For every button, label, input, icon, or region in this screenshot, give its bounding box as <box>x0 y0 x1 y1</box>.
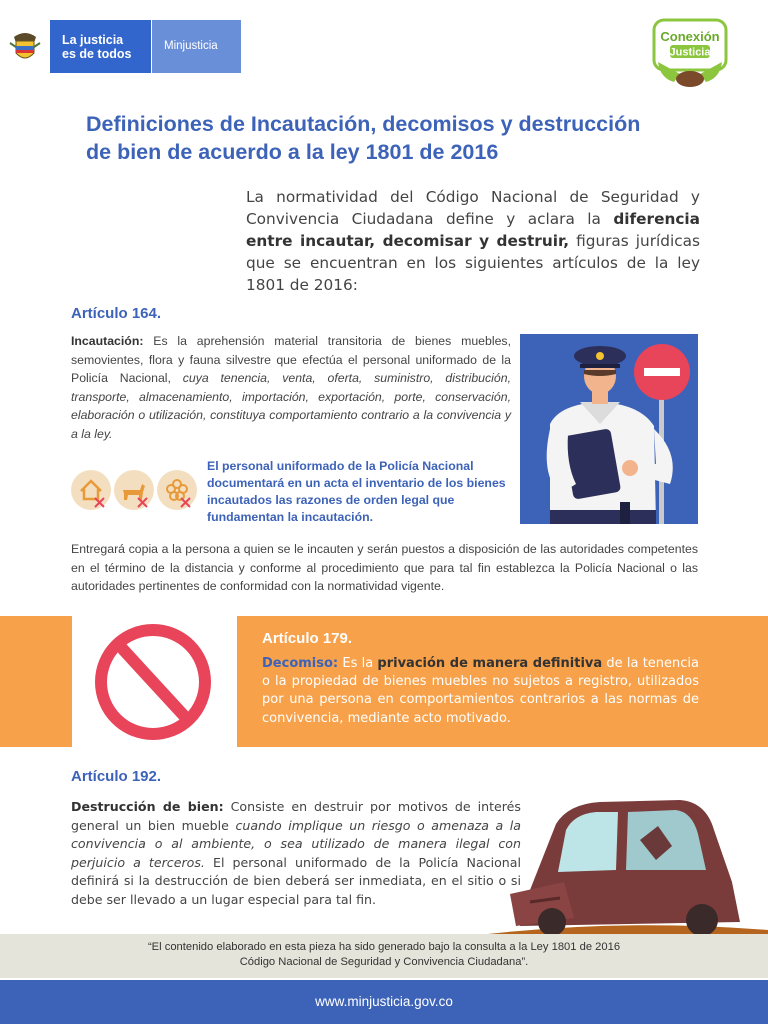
decomiso-definition <box>262 655 699 728</box>
intro-text-end: figuras jurídicas que se encuentran en los siguientes artículos de la ley 1801 de 2016: <box>246 232 700 294</box>
decomiso-bold: privación de manera definitiva <box>377 656 603 671</box>
motto-line-2: es de todos <box>62 47 132 61</box>
destruccion-italic: cuando implique un riesgo o amenaza a la convivencia o al ambiente, o sea utilizado de manera ilegal con perjuicio a terceros. <box>71 817 522 870</box>
destruccion-text: Consiste en destruir por motivos de interés general un bien mueble <box>71 799 521 833</box>
badge-line-1: Conexión <box>660 29 720 44</box>
article-164-heading: Artículo 164. <box>71 305 162 322</box>
highlight-text: El personal uniformado de la Policía Nacional documentará en un acta el inventario de los bienes incautados las razones de orden legal que fundamentan la incautación. <box>207 459 506 524</box>
intro-paragraph <box>246 186 700 296</box>
police-officer-illustration <box>520 334 698 524</box>
title-line-2: de bien de acuerdo a la ley 1801 de 2016 <box>86 140 499 164</box>
ministry-name: Minjusticia <box>151 20 241 73</box>
incautacion-definition <box>71 332 511 444</box>
title-line-1: Definiciones de Incautación, decomisos y destrucción <box>86 112 641 136</box>
prohibited-sign-icon <box>92 621 214 743</box>
conexion-justicia-logo <box>650 16 730 88</box>
flower-crossed-icon <box>157 470 197 510</box>
destruccion-text-end: El personal uniformado de la Policía Nacional definirá si la destrucción de bien deberá ser inmediata, en el sitio o si debe ser llevado a un lugar especial para tal fin. <box>71 854 521 907</box>
wrecked-car-illustration <box>470 790 768 940</box>
decomiso-term: Decomiso: <box>262 656 339 671</box>
government-logo <box>0 20 241 73</box>
copy-paragraph: Entregará copia a la persona a quien se le incauten y serán puestos a disposición de las autoridades competentes en el término de la distancia y conforme al procedimiento que para tal fin establezca la Policía Nacional o las autoridades pertinentes de conformidad con la normatividad vigente. <box>71 542 698 593</box>
destruccion-term: Destrucción de bien: <box>71 799 224 814</box>
decomiso-text: Es la <box>338 656 378 671</box>
page-title <box>86 110 726 166</box>
orange-band-left <box>0 616 72 747</box>
article-192-heading: Artículo 192. <box>71 768 162 785</box>
footer-note-line-2: Código Nacional de Seguridad y Convivencia Ciudadana”. <box>239 956 529 968</box>
motto-line-1: La justicia <box>62 33 124 47</box>
intro-text: La normatividad del Código Nacional de Seguridad y Convivencia Ciudadana define y aclara la <box>246 188 700 228</box>
animal-crossed-icon <box>114 470 154 510</box>
website-link[interactable]: www.minjusticia.gov.co <box>315 994 453 1009</box>
incautacion-term: Incautación: <box>71 334 144 348</box>
badge-line-2: Justicia <box>669 46 711 59</box>
incautacion-italic: cuya tenencia, venta, oferta, suministro, distribución, transporte, almacenamiento, importación, exportación, porte, conservación, elaboración o utilización, constituya comportamiento contrario a la convivencia y a la ley. <box>71 371 511 441</box>
coat-of-arms-icon <box>0 20 50 73</box>
government-motto <box>50 20 151 73</box>
seized-items-icons <box>71 470 197 510</box>
article-179-heading: Artículo 179. <box>262 630 353 647</box>
destruccion-definition <box>71 798 521 909</box>
footer-note-line-1: “El contenido elaborado en esta pieza ha sido generado bajo la consulta a la Ley 1801 de 2016 <box>147 941 621 953</box>
decomiso-text-end: de la tenencia o la propiedad de bienes muebles no sujetos a registro, utilizados por una persona en comportamientos contrarios a las normas de convivencia, mediante acto motivado. <box>262 656 699 726</box>
incautacion-text: Es la aprehensión material transitoria de bienes muebles, semovientes, flora y fauna silvestre que efectúa el personal uniformado de la Policía Nacional, <box>71 334 511 386</box>
footer-bar <box>0 980 768 1024</box>
house-crossed-icon <box>71 470 111 510</box>
footer-note <box>0 934 768 978</box>
intro-bold: diferencia entre incautar, decomisar y destruir, <box>246 210 700 250</box>
